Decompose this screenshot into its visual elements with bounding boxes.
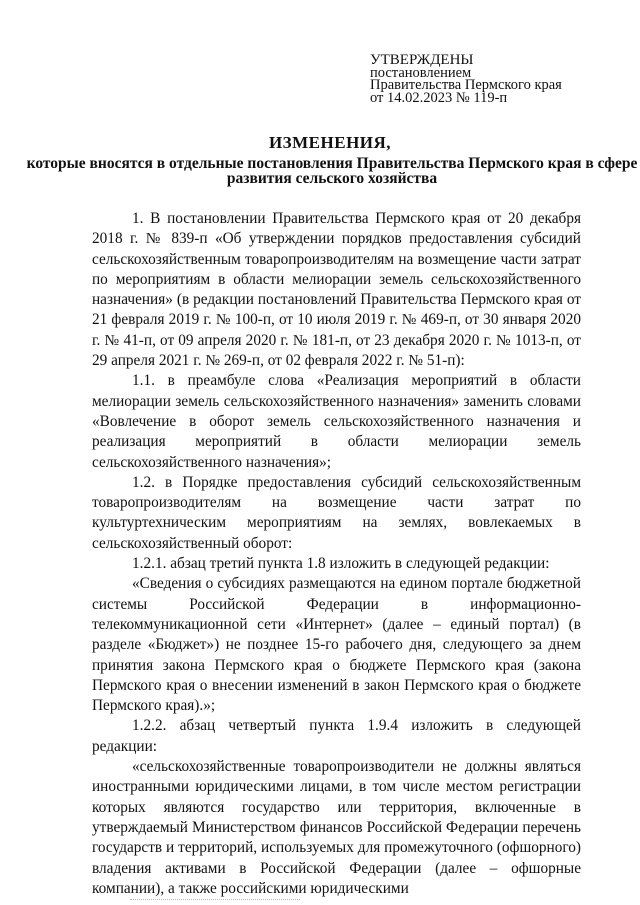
paragraph-1-1: 1.1. в преамбуле слова «Реализация мероприятий в области мелиорации земель сельскохозяйственного назначения» заменить словами «Вовлечение в оборот земель сельскохозяйственного назначения и реализация мероприятий в области мелиорации земель сельскохозяйственного назначения»; bbox=[92, 372, 581, 471]
approval-line-3: от 14.02.2023 № 119-п bbox=[370, 89, 508, 106]
approval-line-1: постановлением bbox=[370, 64, 472, 81]
footer-divider bbox=[130, 899, 300, 904]
paragraph-1-2: 1.2. в Порядке предоставления субсидий сельскохозяйственным товаропроизводителям на возмещение части затрат по культуртехническим мероприятиям на землях, вовлекаемых в сельскохозяйственный оборот: bbox=[92, 473, 581, 552]
title-subtitle-text: которые вносятся в отдельные постановления Правительства Пермского края в сфере развития сельского хозяйства bbox=[26, 155, 638, 187]
paragraph-1: 1. В постановлении Правительства Пермского края от 20 декабря 2018 г. № 839-п «Об утверждении порядков предоставления субсидий сельскохозяйственным товаропроизводителям на возмещение части затрат по мероприятиям в области мелиорации земель сельскохозяйственного назначения» (в редакции постановлений Правительства Пермского края от 21 февраля 2019 г. № 100-п, от 10 июля 2019 г. № 469-п, от 30 января 2020 г. № 41-п, от 09 апреля 2020 г. № 181-п, от 23 декабря 2020 г. № 1013-п, от 29 апреля 2021 г. № 269-п, от 02 февраля 2022 г. № 51-п): bbox=[92, 210, 581, 370]
paragraph-1-2-2: 1.2.2. абзац четвертый пункта 1.9.4 изложить в следующей редакции: bbox=[92, 717, 581, 755]
approval-line-2: Правительства Пермского края bbox=[370, 77, 562, 93]
approval-heading: УТВЕРЖДЕНЫ bbox=[370, 52, 474, 68]
paragraph-1-2-1: 1.2.1. абзац третий пункта 1.8 изложить в следующей редакции: bbox=[132, 555, 550, 573]
title-subtitle bbox=[24, 156, 640, 186]
paragraph-quote-2: «сельскохозяйственные товаропроизводители не должны являться иностранными юридическими лицами, в том числе местом регистрации которых являются государство или территория, включенные в утверждаемый Министерством финансов Российской Федерации перечень государств и территорий, используемых для промежуточного (офшорного) владения активами в Российской Федерации (далее – офшорные компании), а также российскими юридическими bbox=[92, 758, 581, 897]
title-main: ИЗМЕНЕНИЯ, bbox=[268, 133, 392, 152]
paragraph-quote-1: «Сведения о субсидиях размещаются на едином портале бюджетной системы Российской Федерации в информационно-телекоммуникационной сети «Интернет» (далее – единый портал) (в разделе «Бюджет») не позднее 15-го рабочего дня, следующего за днем принятия закона Пермского края о бюджете Пермского края (закона Пермского края о внесении изменений в закон Пермского края о бюджете Пермского края).»; bbox=[92, 575, 581, 715]
document-body bbox=[92, 209, 581, 899]
approval-block bbox=[370, 54, 562, 104]
document-title bbox=[0, 133, 640, 186]
